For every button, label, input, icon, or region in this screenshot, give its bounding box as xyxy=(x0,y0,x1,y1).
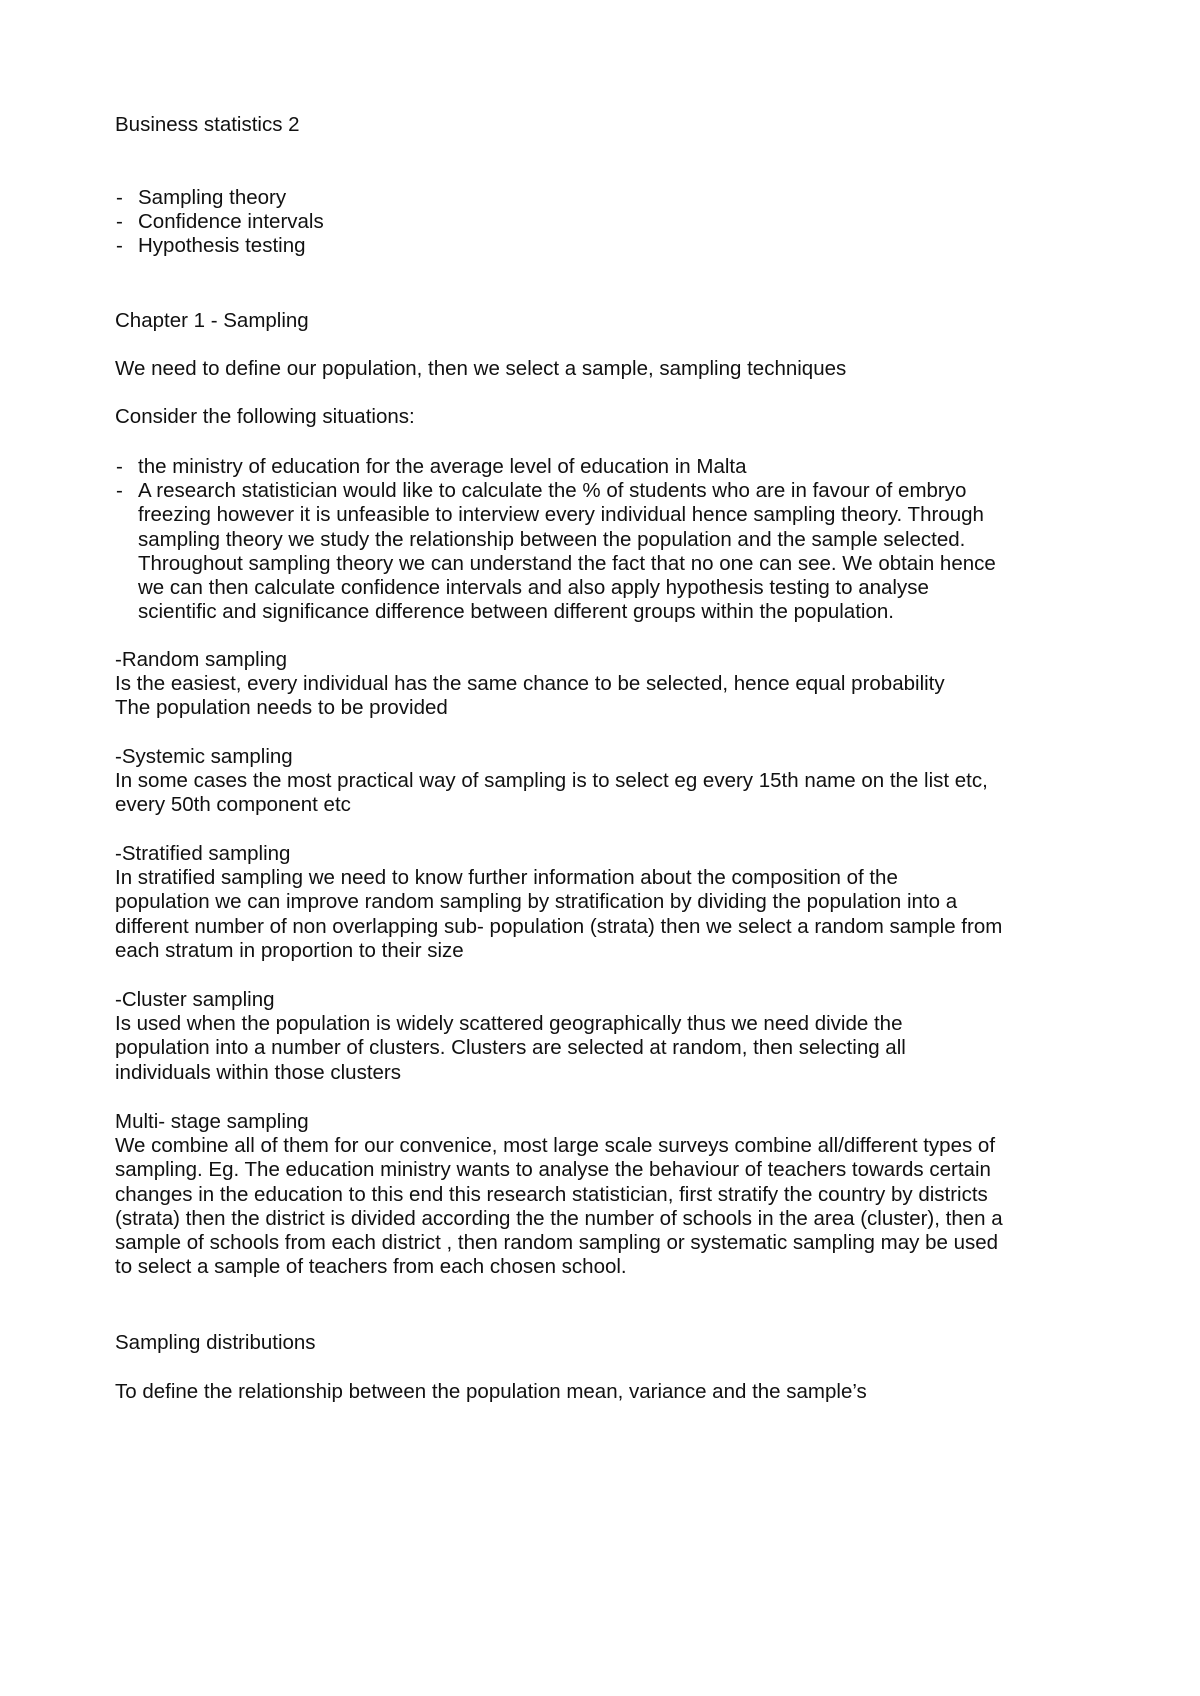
situation-line: we can then calculate confidence intervals and also apply hypothesis testing to analyse xyxy=(138,576,929,600)
topic-text: Hypothesis testing xyxy=(138,234,306,258)
section-heading: -Stratified sampling xyxy=(115,842,291,865)
section-line: each stratum in proportion to their size xyxy=(115,938,464,962)
section-line: population into a number of clusters. Clusters are selected at random, then selecting all xyxy=(115,1036,906,1060)
topic-item xyxy=(115,186,1115,210)
topic-list xyxy=(115,186,1115,259)
situations-list-block xyxy=(115,455,1115,624)
situation-line: Throughout sampling theory we can understand the fact that no one can see. We obtain hence xyxy=(138,551,996,575)
situation-item xyxy=(115,455,1115,479)
intro-text: We need to define our population, then we select a sample, sampling techniques xyxy=(115,357,847,380)
topic-item xyxy=(115,210,1115,234)
intro-paragraph xyxy=(115,357,1115,381)
situation-line: sampling theory we study the relationship between the population and the sample selected. xyxy=(138,527,966,551)
situation-line: freezing however it is unfeasible to interview every individual hence sampling theory. Through xyxy=(138,503,984,527)
section-line: population we can improve random sampling by stratification by dividing the population into a xyxy=(115,890,958,914)
stratified-sampling-section xyxy=(115,842,1115,963)
random-sampling-section xyxy=(115,648,1115,721)
chapter-heading xyxy=(115,309,1115,333)
situation-line: the ministry of education for the average level of education in Malta xyxy=(138,455,747,478)
sampling-distributions-heading xyxy=(115,1331,1115,1355)
dash-bullet-icon: - xyxy=(116,455,123,478)
section-line: sample of schools from each district , then random sampling or systematic sampling may be used xyxy=(115,1231,999,1255)
topic-item xyxy=(115,234,1115,258)
topic-list-block xyxy=(115,186,1115,259)
section-heading: -Systemic sampling xyxy=(115,745,293,768)
section-heading: -Cluster sampling xyxy=(115,988,275,1011)
section-line: every 50th component etc xyxy=(115,793,351,817)
systemic-sampling-section xyxy=(115,745,1115,818)
section-line: Is used when the population is widely scattered geographically thus we need divide the xyxy=(115,1012,903,1036)
dash-bullet-icon: - xyxy=(116,210,123,234)
topic-text: Sampling theory xyxy=(138,186,287,209)
section-line: Is the easiest, every individual has the same chance to be selected, hence equal probability xyxy=(115,672,945,696)
section-line: different number of non overlapping sub- population (strata) then we select a random sample from xyxy=(115,914,1003,938)
situations-heading xyxy=(115,405,1115,429)
section-line: to select a sample of teachers from each chosen school. xyxy=(115,1255,627,1279)
section-heading: -Random sampling xyxy=(115,648,288,671)
section-line: In stratified sampling we need to know further information about the composition of the xyxy=(115,866,898,890)
section-heading: Multi- stage sampling xyxy=(115,1110,309,1133)
multi-stage-sampling-section xyxy=(115,1110,1115,1279)
situation-line: A research statistician would like to calculate the % of students who are in favour of embryo xyxy=(138,479,967,503)
situations-list xyxy=(115,455,1115,624)
document-title xyxy=(115,113,1115,137)
situation-line: scientific and significance difference between different groups within the population. xyxy=(138,600,894,624)
cluster-sampling-section xyxy=(115,988,1115,1085)
situation-item xyxy=(115,479,1115,624)
section-line: sampling. Eg. The education ministry wants to analyse the behaviour of teachers towards certain xyxy=(115,1158,991,1182)
dash-bullet-icon: - xyxy=(116,234,123,258)
section-line: (strata) then the district is divided according the the number of schools in the area (cluster), then a xyxy=(115,1206,1003,1230)
situations-heading-text: Consider the following situations: xyxy=(115,405,415,428)
sampling-distributions-paragraph xyxy=(115,1380,1115,1404)
section-line: changes in the education to this end this research statistician, first stratify the country by districts xyxy=(115,1182,988,1206)
document-title-text: Business statistics 2 xyxy=(115,113,300,136)
section-line: individuals within those clusters xyxy=(115,1060,401,1084)
sampling-distributions-heading-text: Sampling distributions xyxy=(115,1331,316,1354)
chapter-heading-text: Chapter 1 - Sampling xyxy=(115,309,309,332)
dash-bullet-icon: - xyxy=(116,479,123,503)
section-line: In some cases the most practical way of sampling is to select eg every 15th name on the list etc, xyxy=(115,769,988,793)
topic-text: Confidence intervals xyxy=(138,210,324,234)
section-line: We combine all of them for our convenice, most large scale surveys combine all/different types of xyxy=(115,1134,996,1158)
dash-bullet-icon: - xyxy=(116,186,123,209)
section-line: The population needs to be provided xyxy=(115,696,448,720)
sampling-distributions-text: To define the relationship between the population mean, variance and the sample’s xyxy=(115,1380,867,1403)
